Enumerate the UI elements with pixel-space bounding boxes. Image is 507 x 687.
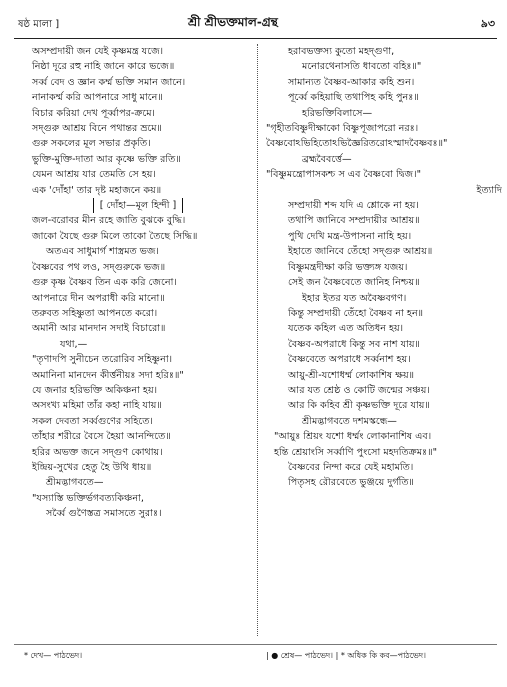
verse-line: অমানী আর মানদান সদাই বিচারো॥ [32,323,166,335]
verse-line: সর্ব্ব বেদ ও জ্ঞান কর্ম্ম ভক্তি সমান জানে। [32,76,186,88]
verse-line: অসংখ্য মহিমা তাঁর কহা নাহি যায়॥ [32,400,162,412]
verse-line: সদ্গুরু আশ্রয় বিনে পথান্তর ভ্রমে॥ [32,123,162,135]
verse-line: যতেক কহিল এত অতিধন হয়। [288,323,404,335]
doha-heading: [ দোঁহা—মূল হিন্দী ] [24,198,252,213]
sanskrit-line: "যস্যাস্তি ভক্তির্ভগবত্যকিঞ্চনা, [32,492,144,504]
sanskrit-line: মনোরথেনাসতি ধাবতো বহিঃ॥" [302,61,422,73]
sanskrit-line: অমানিনা মানদেন কীর্ত্তনীয়ঃ সদা হরিঃ॥" [32,369,184,381]
book-title: শ্রী শ্রীভক্তমাল-গ্রন্থ [188,15,278,29]
sanskrit-line: "আয়ুঃ শ্রিয়ং যশো ধর্ম্মং লোকানাশিষ এব। [274,431,432,443]
footnote-left: * দেখ— পাঠভেদ। [24,651,83,660]
etc-label: ইত্যাদি [476,184,502,196]
verse-line: ইহাতে জানিবে তেঁহো সদ্গুরু আশ্রয়॥ [288,246,433,258]
verse-line: সকল দেবতা সর্ব্বগুণের সহিতে। [32,415,153,427]
verse-line: এক 'দোঁহা' তার দৃষ্ট মহাজনে কয়॥ [32,184,162,196]
verse-line: বিষ্ণুমন্ত্রদীক্ষা করি ভক্ত্যঙ্গ যজয়। [288,261,408,273]
source-heading: হরিভক্তিবিলাসে— [302,107,373,119]
source-heading: শ্রীমদ্ভাগবতে— [46,477,104,489]
verse-line: আয়ু-শ্রী-যশোধর্ম্ম লোকাশিষ ক্ষয়॥ [288,369,415,381]
verse-line: যে জনার হরিভক্তি অকিঞ্চনা হয়। [32,384,158,396]
source-heading: ব্রহ্মবৈবর্ত্তে— [302,153,352,165]
column-divider [257,44,258,636]
verse-line: আপনারে দীন অপরাধী করি মানো॥ [32,292,165,304]
verse-line: যথা,— [60,338,88,350]
verse-line: সম্প্রদায়ী শব্দ যদি এ শ্লোকে না হয়। [288,200,419,212]
verse-line: জাকো যৈছে গুরু মিলে তাকো তৈছে সিদ্ধি॥ [32,230,198,242]
verse-line: গুরু সকলের মূল সভার প্রকৃতি। [32,138,151,150]
verse-line: হরির অভক্ত জনে সদ্গুণ কোথায়। [32,446,163,458]
verse-line: আর যত শ্রেষ্ঠ ও কোটি জন্মের সঞ্চয়। [288,384,430,396]
verse-line: পিতৃসহ রৌরবেতে ভুঞ্জয়ে দুর্গতি॥ [288,477,414,489]
verse-line: জল-বরোবর মীন রহে জাতি বুঝকে বুদ্ধি। [32,215,186,227]
left-column [24,44,252,522]
verse-line: বিচার করিয়া দেখ পূর্ব্বাপর-ক্রমে। [32,107,155,119]
verse-line: সেই জন বৈষ্ণবেতে জানিহ নিশ্চয়॥ [288,277,420,289]
verse-line: কিন্তু সম্প্রদায়ী তেঁহো বৈষ্ণব না হন॥ [288,307,424,319]
verse-line: অসম্প্রদায়ী জন যেই কৃষ্ণমন্ত্র যজে। [32,46,164,57]
verse-line: পূর্ব্বে কহিয়াছি তথাপিহ কহি পুনঃ॥ [288,92,419,104]
verse-line: বৈষ্ণবের নিন্দা করে যেই মহামতি। [288,461,414,473]
header-rule [14,38,497,39]
chapter-label: ষষ্ঠ মালা ] [18,19,60,30]
page-number: ৯৩ [480,17,495,30]
footer-rule [14,644,497,645]
verse-line: অতএব সাধুমার্গ শাস্ত্রমত ভজ। [46,246,159,258]
sanskrit-line: "গৃহীতবিষ্ণুদীক্ষাকো বিষ্ণুপূজাপরো নরঃ। [266,123,419,135]
verse-line: যেমন আশ্রয় যার তেমতি সে হয়। [32,169,156,181]
verse-line: ইন্দ্রিয়-সুখের হেতু হৈ উথি ধায়॥ [32,461,152,473]
sanskrit-line: বৈষ্ণবোঽভিহিতোঽভিজ্ঞৈরিতরোঽস্মাদবৈষ্ণবঃ॥" [266,138,448,150]
verse-line: বৈষ্ণবের পথ লও, সদ্গুরুকে ভজ॥ [32,261,166,273]
sanskrit-line: হন্তি শ্রেয়াংসি সর্ব্বাণি পুংসো মহদতিক্রমঃ॥" [274,446,437,458]
verse-line: তাঁহার শরীরে বৈসে হৈয়া আনন্দিতে॥ [32,431,171,443]
verse-line: সামান্যত বৈষ্ণব-আকার কহি শুন। [288,76,415,88]
verse-line: তরুবত সহিষ্ণুতা আপনতে করো। [32,307,158,319]
sanskrit-line: "তৃণাদপি সুনীচেন তরোরিব সহিষ্ণুনা। [32,354,173,366]
page-header [18,14,495,34]
verse-line: নানাকর্ম্ম করি আপনারে সাধু মানে॥ [32,92,163,104]
verse-line: তথাপি জানিবে সম্প্রদায়ীর আশ্রয়॥ [288,215,420,227]
verse-line: বৈষ্ণব-অপরাধে কিন্তু সব নাশ যায়॥ [288,338,420,350]
sanskrit-line: হরাবভক্তস্য কুতো মহদ্গুণা, [288,46,395,57]
verse-line: ইহার ইতর যত অবৈষ্ণবগণ। [302,292,407,304]
verse-line: গুরু কৃষ্ণ বৈষ্ণব তিন এক করি জেনো। [32,277,177,289]
right-column [266,44,502,491]
verse-line: আর কি কহিব শ্রী কৃষ্ণভক্তি দূরে যায়॥ [288,400,430,412]
verse-line: ভুক্তি-মুক্তি-দাতা আর কৃষ্ণে ভক্তি রতি॥ [32,153,181,165]
verse-line: বৈষ্ণবেতে অপরাধে সর্ব্বনাশ হয়। [288,354,411,366]
footnote-right: | ● শ্রেষ— পাঠভেদ। | * অধিক কি কব—পাঠভেদ। [266,651,426,660]
source-heading: শ্রীমদ্ভাগবতে দশমস্কন্ধে— [302,415,397,427]
verse-line: নিষ্ঠা দূরে রহু নাহি জানে কারে ভজে॥ [32,61,175,73]
sanskrit-line: সর্ব্বৈ গুণৈস্তত্র সমাসতে সুরাঃ। [46,508,162,520]
sanskrit-line: "বিষ্ণুমন্ত্রোপাসকশ্চ স এব বৈষ্ণবো দ্বিজ।" [266,169,421,181]
verse-line: পুথি দেখি মন্ত্র-উপাসনা নাহি হয়। [288,230,412,242]
